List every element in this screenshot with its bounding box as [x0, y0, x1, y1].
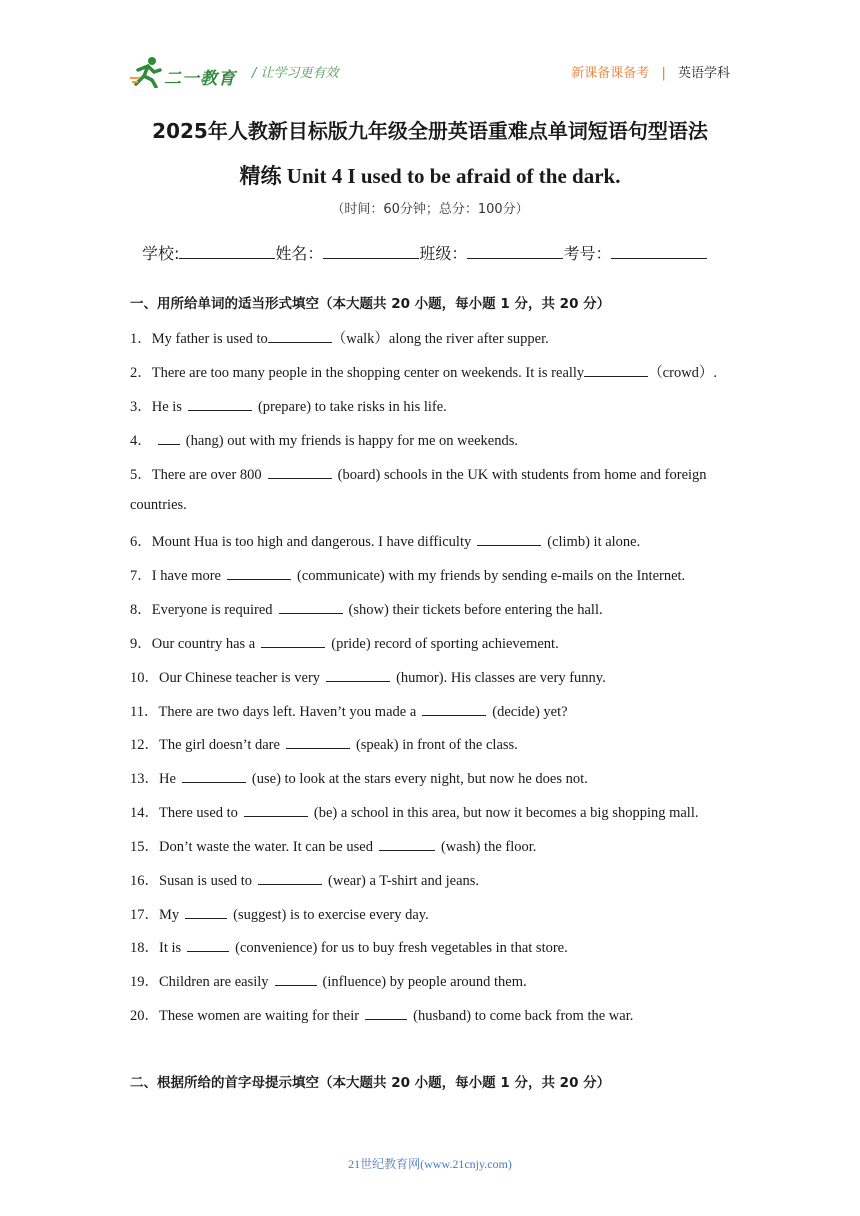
question-15: 15．Don’t waste the water. It can be used (wash) the floor. — [130, 839, 537, 855]
header-subject — [571, 62, 730, 81]
answer-blank[interactable] — [227, 566, 291, 580]
class-label: 班级： — [419, 244, 468, 263]
school-blank — [179, 242, 275, 259]
section-heading-2: 二、根据所给的首字母提示填空（本大题共 20 小题，每小题 1 分，共 20 分） — [130, 1075, 611, 1091]
number-blank — [611, 242, 707, 259]
exam-time-note: （时间：60分钟；总分：100分） — [331, 202, 529, 217]
page-header — [130, 52, 730, 92]
answer-blank[interactable] — [268, 465, 332, 479]
question-14: 14．There used to (be) a school in this area, but now it becomes a big shopping mall. — [130, 805, 699, 821]
logo — [130, 56, 240, 90]
question-12: 12．The girl doesn’t dare (speak) in front of the class. — [130, 737, 518, 753]
slogan: / 让学习更有效 — [252, 66, 339, 81]
question-6: 6．Mount Hua is too high and dangerous. I have difficulty (climb) it alone. — [130, 534, 641, 550]
header-separator: | — [661, 66, 666, 81]
header-subject-label: 英语学科 — [677, 66, 730, 81]
question-10: 10．Our Chinese teacher is very (humor). His classes are very funny. — [130, 670, 606, 686]
answer-blank[interactable] — [268, 329, 332, 343]
question-7: 7．I have more (communicate) with my friends by sending e-mails on the Internet. — [130, 568, 686, 584]
page-title: 2025年人教新目标版九年级全册英语重难点单词短语句型语法 — [152, 119, 708, 143]
question-8: 8．Everyone is required (show) their tickets before entering the hall. — [130, 602, 603, 618]
question-5-continued: countries. — [130, 497, 187, 513]
question-18: 18．It is (convenience) for us to buy fresh vegetables in that store. — [130, 940, 568, 956]
answer-blank[interactable] — [187, 938, 229, 952]
question-20: 20．These women are waiting for their (husband) to come back from the war. — [130, 1008, 634, 1024]
answer-blank[interactable] — [158, 431, 180, 445]
answer-blank[interactable] — [188, 397, 252, 411]
answer-blank[interactable] — [286, 735, 350, 749]
answer-blank[interactable] — [365, 1006, 407, 1020]
answer-blank[interactable] — [279, 600, 343, 614]
question-13: 13．He (use) to look at the stars every night, but now he does not. — [130, 771, 588, 787]
number-label: 考号： — [563, 244, 612, 263]
school-label: 学校: — [142, 244, 180, 263]
answer-blank[interactable] — [182, 769, 246, 783]
answer-blank[interactable] — [422, 702, 486, 716]
answer-blank[interactable] — [261, 634, 325, 648]
page-footer: 21世纪教育网(www.21cnjy.com) — [348, 1157, 512, 1171]
runner-logo-icon — [130, 56, 164, 88]
question-5: 5．There are over 800 (board) schools in the UK with students from home and foreign — [130, 467, 707, 483]
answer-blank[interactable] — [185, 905, 227, 919]
answer-blank[interactable] — [477, 532, 541, 546]
answer-blank[interactable] — [244, 803, 308, 817]
page-title-unit: 精练 Unit 4 I used to be afraid of the dark. — [239, 164, 621, 188]
answer-blank[interactable] — [258, 871, 322, 885]
logo-text: 二一教育 — [164, 69, 236, 88]
class-blank — [467, 242, 563, 259]
question-3: 3．He is (prepare) to take risks in his life. — [130, 399, 447, 415]
question-17: 17．My (suggest) is to exercise every day. — [130, 907, 429, 923]
question-9: 9．Our country has a (pride) record of sporting achievement. — [130, 636, 559, 652]
question-4: 4． (hang) out with my friends is happy for me on weekends. — [130, 433, 518, 449]
name-label: 姓名： — [275, 244, 324, 263]
header-course-label: 新课备课备考 — [571, 66, 650, 81]
question-16: 16．Susan is used to (wear) a T-shirt and jeans. — [130, 873, 480, 889]
section-heading-1: 一、用所给单词的适当形式填空（本大题共 20 小题，每小题 1 分，共 20 分） — [130, 296, 611, 312]
question-1: 1．My father is used to （walk）along the river after supper. — [130, 331, 549, 347]
answer-blank[interactable] — [275, 972, 317, 986]
name-blank — [323, 242, 419, 259]
question-19: 19．Children are easily (influence) by people around them. — [130, 974, 527, 990]
answer-blank[interactable] — [326, 668, 390, 682]
question-2: 2．There are too many people in the shopping center on weekends. It is really （crowd）. — [130, 365, 718, 381]
student-info-row — [142, 241, 707, 264]
answer-blank[interactable] — [379, 837, 435, 851]
question-11: 11．There are two days left. Haven’t you made a (decide) yet? — [130, 704, 568, 720]
answer-blank[interactable] — [584, 363, 648, 377]
